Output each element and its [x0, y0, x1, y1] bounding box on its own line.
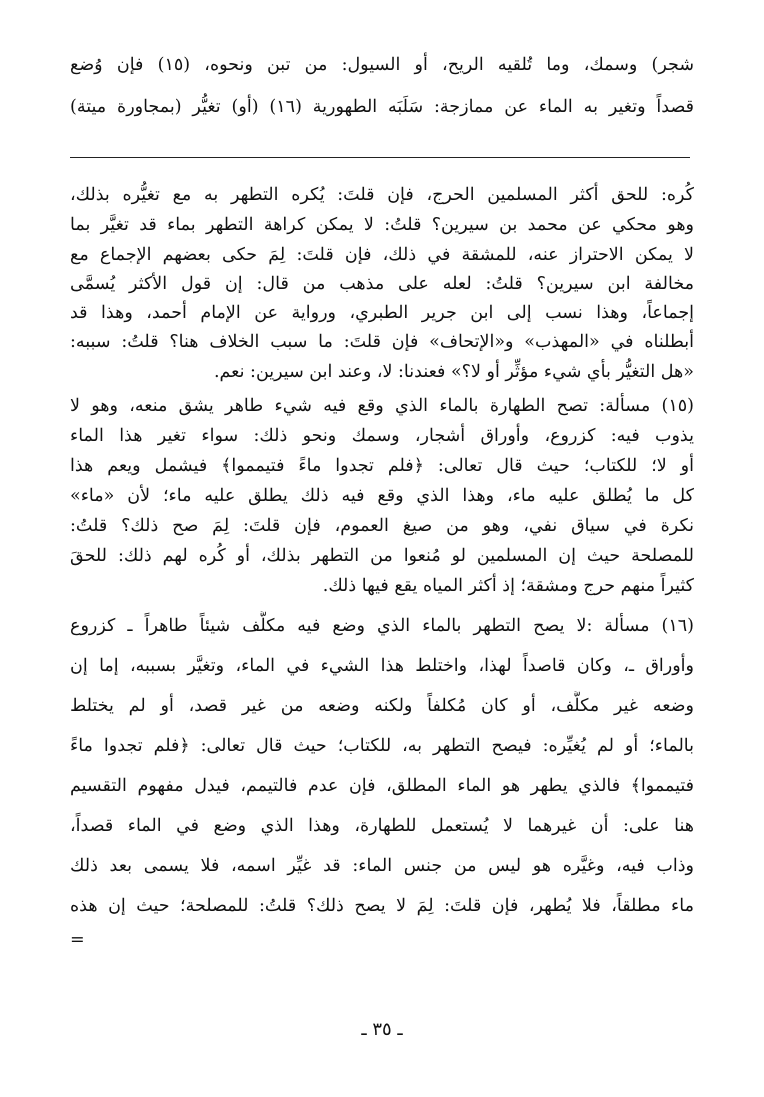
issue-16-line: (١٦) مسألة :لا يصح التطهر بالماء الذي وضع فيه مكلَّف شيئاً طاهراً ـ كزروع [70, 616, 694, 636]
issue-16-line: هنا على: أن غيرهما لا يُستعمل للطهارة، وهذا الذي وضع في الماء قصداً، [70, 816, 694, 836]
issue-16-line: فتيمموا﴾ فالذي يطهر هو الماء المطلق، فإن عدم فالتيمم، فيدل مفهوم التقسيم [70, 776, 694, 796]
issue-15-line: (١٥) مسألة: تصح الطهارة بالماء الذي وقع فيه شيء طاهر يشق منعه، وهو لا [70, 396, 694, 416]
issue-15-line: نكرة في سياق نفي، وهو من صيغ العموم، فإن قلتَ: لِمَ صح ذلك؟ قلتُ: [70, 516, 694, 536]
commentary-line: إجماعاً، وهذا نسب إلى ابن جرير الطبري، ورواية عن الإمام أحمد، وهذا قد [70, 303, 694, 323]
commentary-line: كُره: للحق أكثر المسلمين الحرج، فإن قلتَ: يُكره التطهر به مع تغيُّره بذلك، [70, 185, 694, 205]
commentary-line: لا يمكن الاحتراز عنه، للمشقة في ذلك، فإن قلتَ: لِمَ حكى بعضهم الإجماع مع [70, 245, 694, 265]
issue-16-line: وأوراق ـ، وكان قاصداً لهذا، واختلط هذا الشيء في الماء، وتغيَّر بسببه، إما إن [70, 656, 694, 676]
main-text-line-1: شجر) وسمك، وما تُلقيه الريح، أو السيول: من تبن ونحوه، (١٥) فإن وُضع [70, 55, 694, 75]
footnote-separator [70, 157, 690, 158]
commentary-line: مخالفة ابن سيرين؟ قلتُ: لعله على مذهب من قال: إن قول الأكثر يُسمَّى [70, 274, 694, 294]
issue-16-line: وضعه غير مكلَّف، أو كان مُكلفاً ولكنه وضعه من غير قصد، أو لم يختلط [70, 696, 694, 716]
commentary-line: أبطلناه في «المهذب» و«الإتحاف» فإن قلتَ: ما سبب الخلاف هنا؟ قلتُ: سببه: [70, 332, 694, 352]
issue-15-line: كل ما يُطلق عليه ماء، وهذا الذي وقع فيه ذلك يطلق عليه ماء؛ لأن «ماء» [70, 486, 694, 506]
commentary-line: «هل التغيُّر بأي شيء مؤثِّر أو لا؟» فعندنا: لا، وعند ابن سيرين: نعم. [213, 362, 694, 382]
commentary-line: وهو محكي عن محمد بن سيرين؟ قلتُ: لا يمكن كراهة التطهر بماء قد تغيَّر بما [70, 215, 694, 235]
page-number: ـ ٣٥ ـ [361, 1019, 403, 1040]
issue-15-line: يذوب فيه: كزروع، وأوراق أشجار، وسمك ونحو ذلك: سواء تغير هذا الماء [70, 426, 694, 446]
issue-15-line: للمصلحة حيث إن المسلمين لو مُنعوا من التطهر بذلك، أو كُره لهم ذلك: للحقَ [70, 546, 694, 566]
issue-16-line: بالماء؛ أو لم يُغيِّره: فيصح التطهر به، للكتاب؛ حيث قال تعالى: ﴿فلم تجدوا ماءً [70, 736, 694, 756]
issue-16-line: وذاب فيه، وغيَّره هو ليس من جنس الماء: قد غيِّر اسمه، فلا يسمى بعد ذلك [70, 856, 694, 876]
continuation-mark: = [70, 930, 85, 950]
issue-16-line: ماء مطلقاً، فلا يُطهر، فإن قلتَ: لِمَ لا يصح ذلك؟ قلتُ: للمصلحة؛ حيث إن هذه [70, 896, 694, 916]
main-text-line-2: قصداً وتغير به الماء عن ممازجة: سَلَبَه الطهورية (١٦) (أو) تغيُّر (بمجاورة ميتة) [70, 97, 694, 117]
issue-15-line: كثيراً منهم حرج ومشقة؛ إذ أكثر المياه يقع فيها ذلك. [322, 576, 694, 596]
issue-15-line: أو لا؛ للكتاب؛ حيث قال تعالى: ﴿فلم تجدوا ماءً فتيمموا﴾ فيشمل ويعم هذا [70, 456, 694, 476]
